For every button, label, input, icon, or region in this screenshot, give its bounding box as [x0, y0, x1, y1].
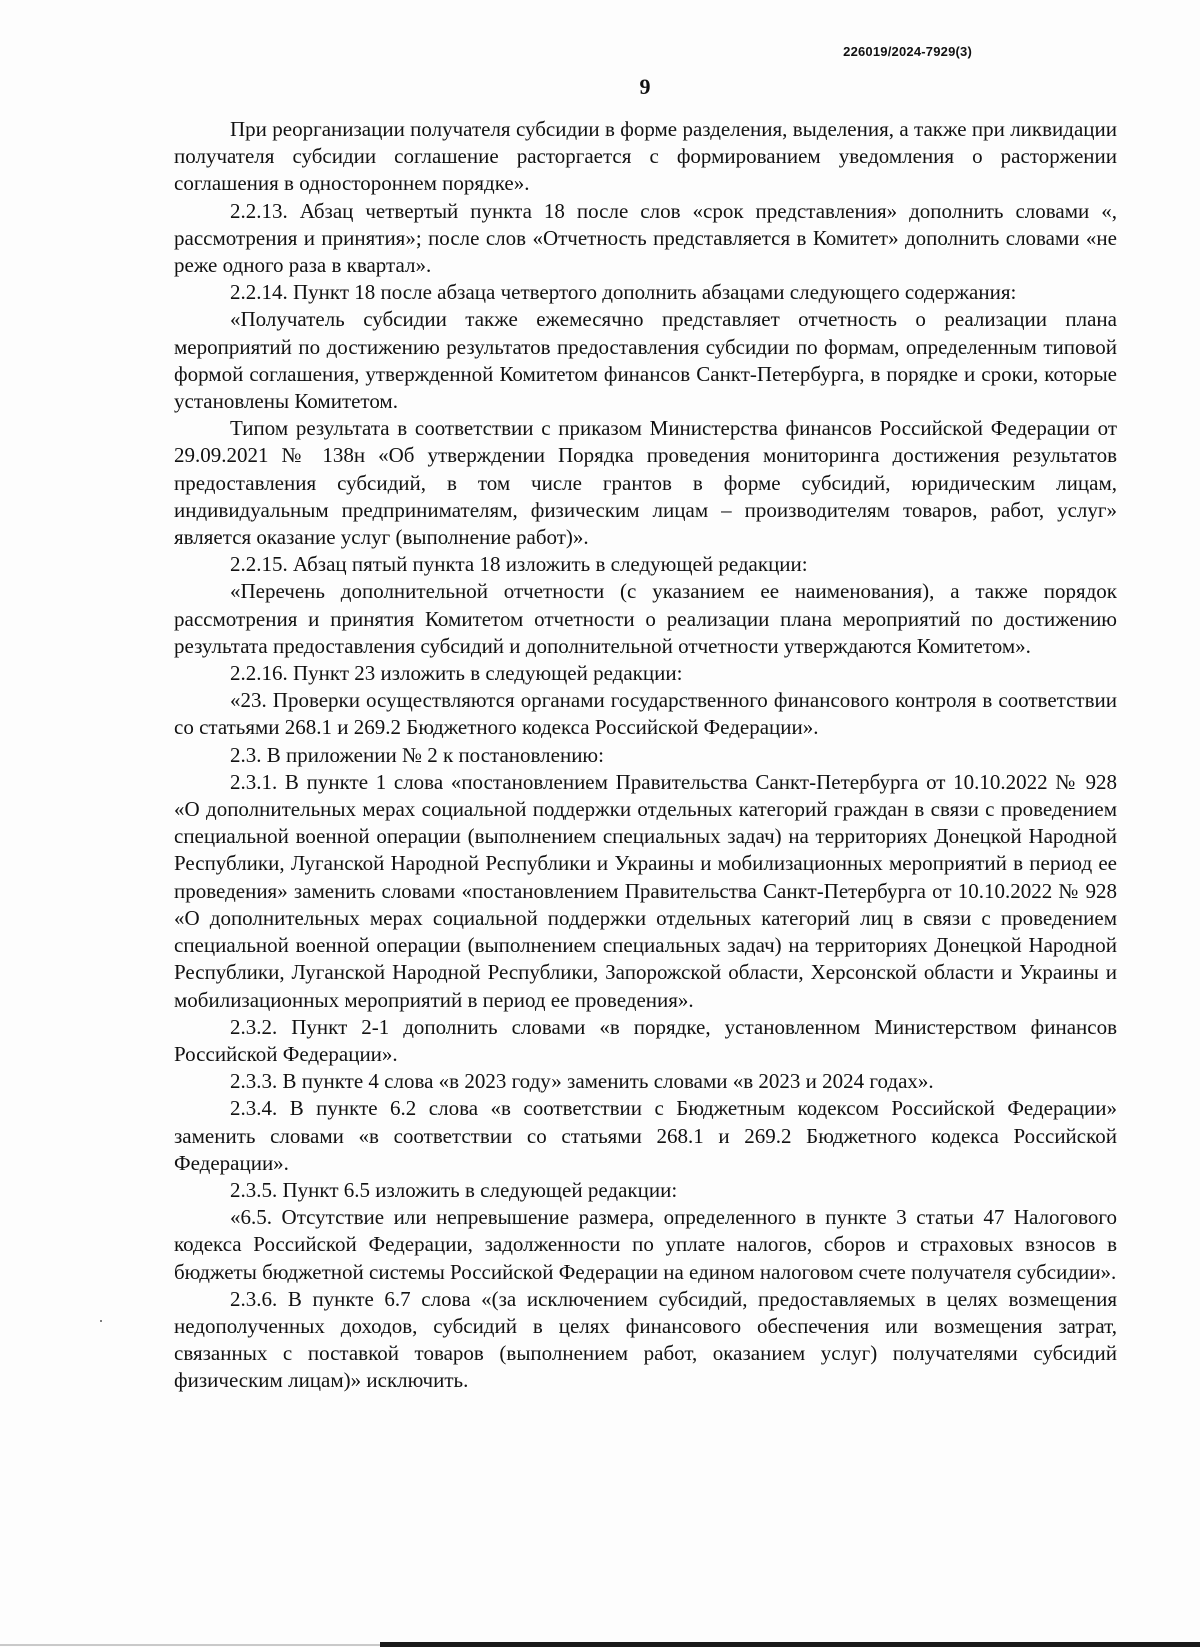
paragraph-2-3-5: 2.3.5. Пункт 6.5 изложить в следующей редакции:: [230, 1177, 678, 1202]
paragraph-inspections: «23. Проверки осуществляются органами государственного финансового контроля в соответствии со статьями 268.1 и 269.2 Бюджетного кодекса Российской Федерации».: [174, 688, 1117, 740]
scan-speck: [100, 1320, 102, 1322]
paragraph-additional-reporting: «Перечень дополнительной отчетности (с указанием ее наименования), а также порядок рассмотрения и принятия Комитетом отчетности о реализации плана мероприятий по достижению результата предоставления субсидий и дополнительной отчетности утверждаются Комитетом».: [174, 579, 1117, 658]
paragraph-result-type: Типом результата в соответствии с приказом Министерства финансов Российской Федерации от 29.09.2021 № 138н «Об утверждении Порядка проведения мониторинга достижения результатов предоставления субсидий, в том числе грантов в форме субсидий, юридическим лицам, индивидуальным предпринимателям, физическим лицам – производителям товаров, работ, услуг» является оказание услуг (выполнение работ)».: [174, 416, 1117, 550]
paragraph-2-3-6: 2.3.6. В пункте 6.7 слова «(за исключением субсидий, предоставляемых в целях возмещения недополученных доходов, субсидий в целях финансового обеспечения или возмещения затрат, связанных с поставкой товаров (выполнением работ, оказанием услуг) получателями субсидий физическим лицам)» исключить.: [174, 1286, 1117, 1393]
document-body: [174, 116, 1117, 1395]
paragraph-2-3-2: 2.3.2. Пункт 2-1 дополнить словами «в порядке, установленном Министерством финансов Российской Федерации».: [174, 1014, 1117, 1066]
paragraph-2-3-4: 2.3.4. В пункте 6.2 слова «в соответствии с Бюджетным кодексом Российской Федерации» заменить словами «в соответствии со статьями 268.1 и 269.2 Бюджетного кодекса Российской Федерации».: [174, 1096, 1117, 1175]
paragraph-reorganization-clause: При реорганизации получателя субсидии в форме разделения, выделения, а также при ликвидации получателя субсидии соглашение расторгается с формированием уведомления о расторжении соглашения в одностороннем порядке».: [174, 117, 1117, 196]
paragraph-2-3-3: 2.3.3. В пункте 4 слова «в 2023 году» заменить словами «в 2023 и 2024 годах».: [230, 1069, 934, 1094]
paragraph-monthly-reporting: «Получатель субсидии также ежемесячно представляет отчетность о реализации плана мероприятий по достижению результатов предоставления субсидии по формам, определенным типовой формой соглашения, утвержденной Комитетом финансов Санкт-Петербурга, в порядке и сроки, которые установлены Комитетом.: [174, 307, 1117, 414]
paragraph-2-3: 2.3. В приложении № 2 к постановлению:: [230, 742, 604, 767]
paragraph-6-5-text: «6.5. Отсутствие или непревышение размера, определенного в пункте 3 статьи 47 Налогового кодекса Российской Федерации, задолженности по уплате налогов, сборов и страховых взносов в бюджеты бюджетной системы Российской Федерации на едином налоговом счете получателя субсидии».: [174, 1205, 1117, 1284]
paragraph-2-2-15: 2.2.15. Абзац пятый пункта 18 изложить в следующей редакции:: [230, 552, 808, 577]
paragraph-2-2-13: 2.2.13. Абзац четвертый пункта 18 после слов «срок представления» дополнить словами «, рассмотрения и принятия»; после слов «Отчетность представляется в Комитет» дополнить словами «не реже одного раза в квартал».: [174, 198, 1117, 278]
page-number: 9: [639, 74, 651, 99]
bottom-scan-edge: [0, 1642, 1200, 1647]
document-registration-number: 226019/2024-7929(3): [843, 44, 972, 59]
bottom-scan-edge-dark: [380, 1642, 1200, 1647]
paragraph-2-2-14: 2.2.14. Пункт 18 после абзаца четвертого дополнить абзацами следующего содержания:: [230, 280, 1017, 305]
bottom-scan-edge-light: [0, 1644, 380, 1646]
paragraph-2-2-16: 2.2.16. Пункт 23 изложить в следующей редакции:: [230, 661, 683, 686]
paragraph-2-3-1: 2.3.1. В пункте 1 слова «постановлением Правительства Санкт-Петербурга от 10.10.2022 № 928 «О дополнительных мерах социальной поддержки отдельных категорий граждан в связи с проведением специальной военной операции (выполнением специальных задач) на территориях Донецкой Народной Республики, Луганской Народной Республики и Украины и мобилизационных мероприятий в период ее проведения» заменить словами «постановлением Правительства Санкт-Петербурга от 10.10.2022 № 928 «О дополнительных мерах социальной поддержки отдельных категорий лиц в связи с проведением специальной военной операции (выполнением специальных задач) на территориях Донецкой Народной Республики, Луганской Народной Республики, Запорожской области, Херсонской области и Украины и мобилизационных мероприятий в период ее проведения».: [174, 769, 1117, 1012]
